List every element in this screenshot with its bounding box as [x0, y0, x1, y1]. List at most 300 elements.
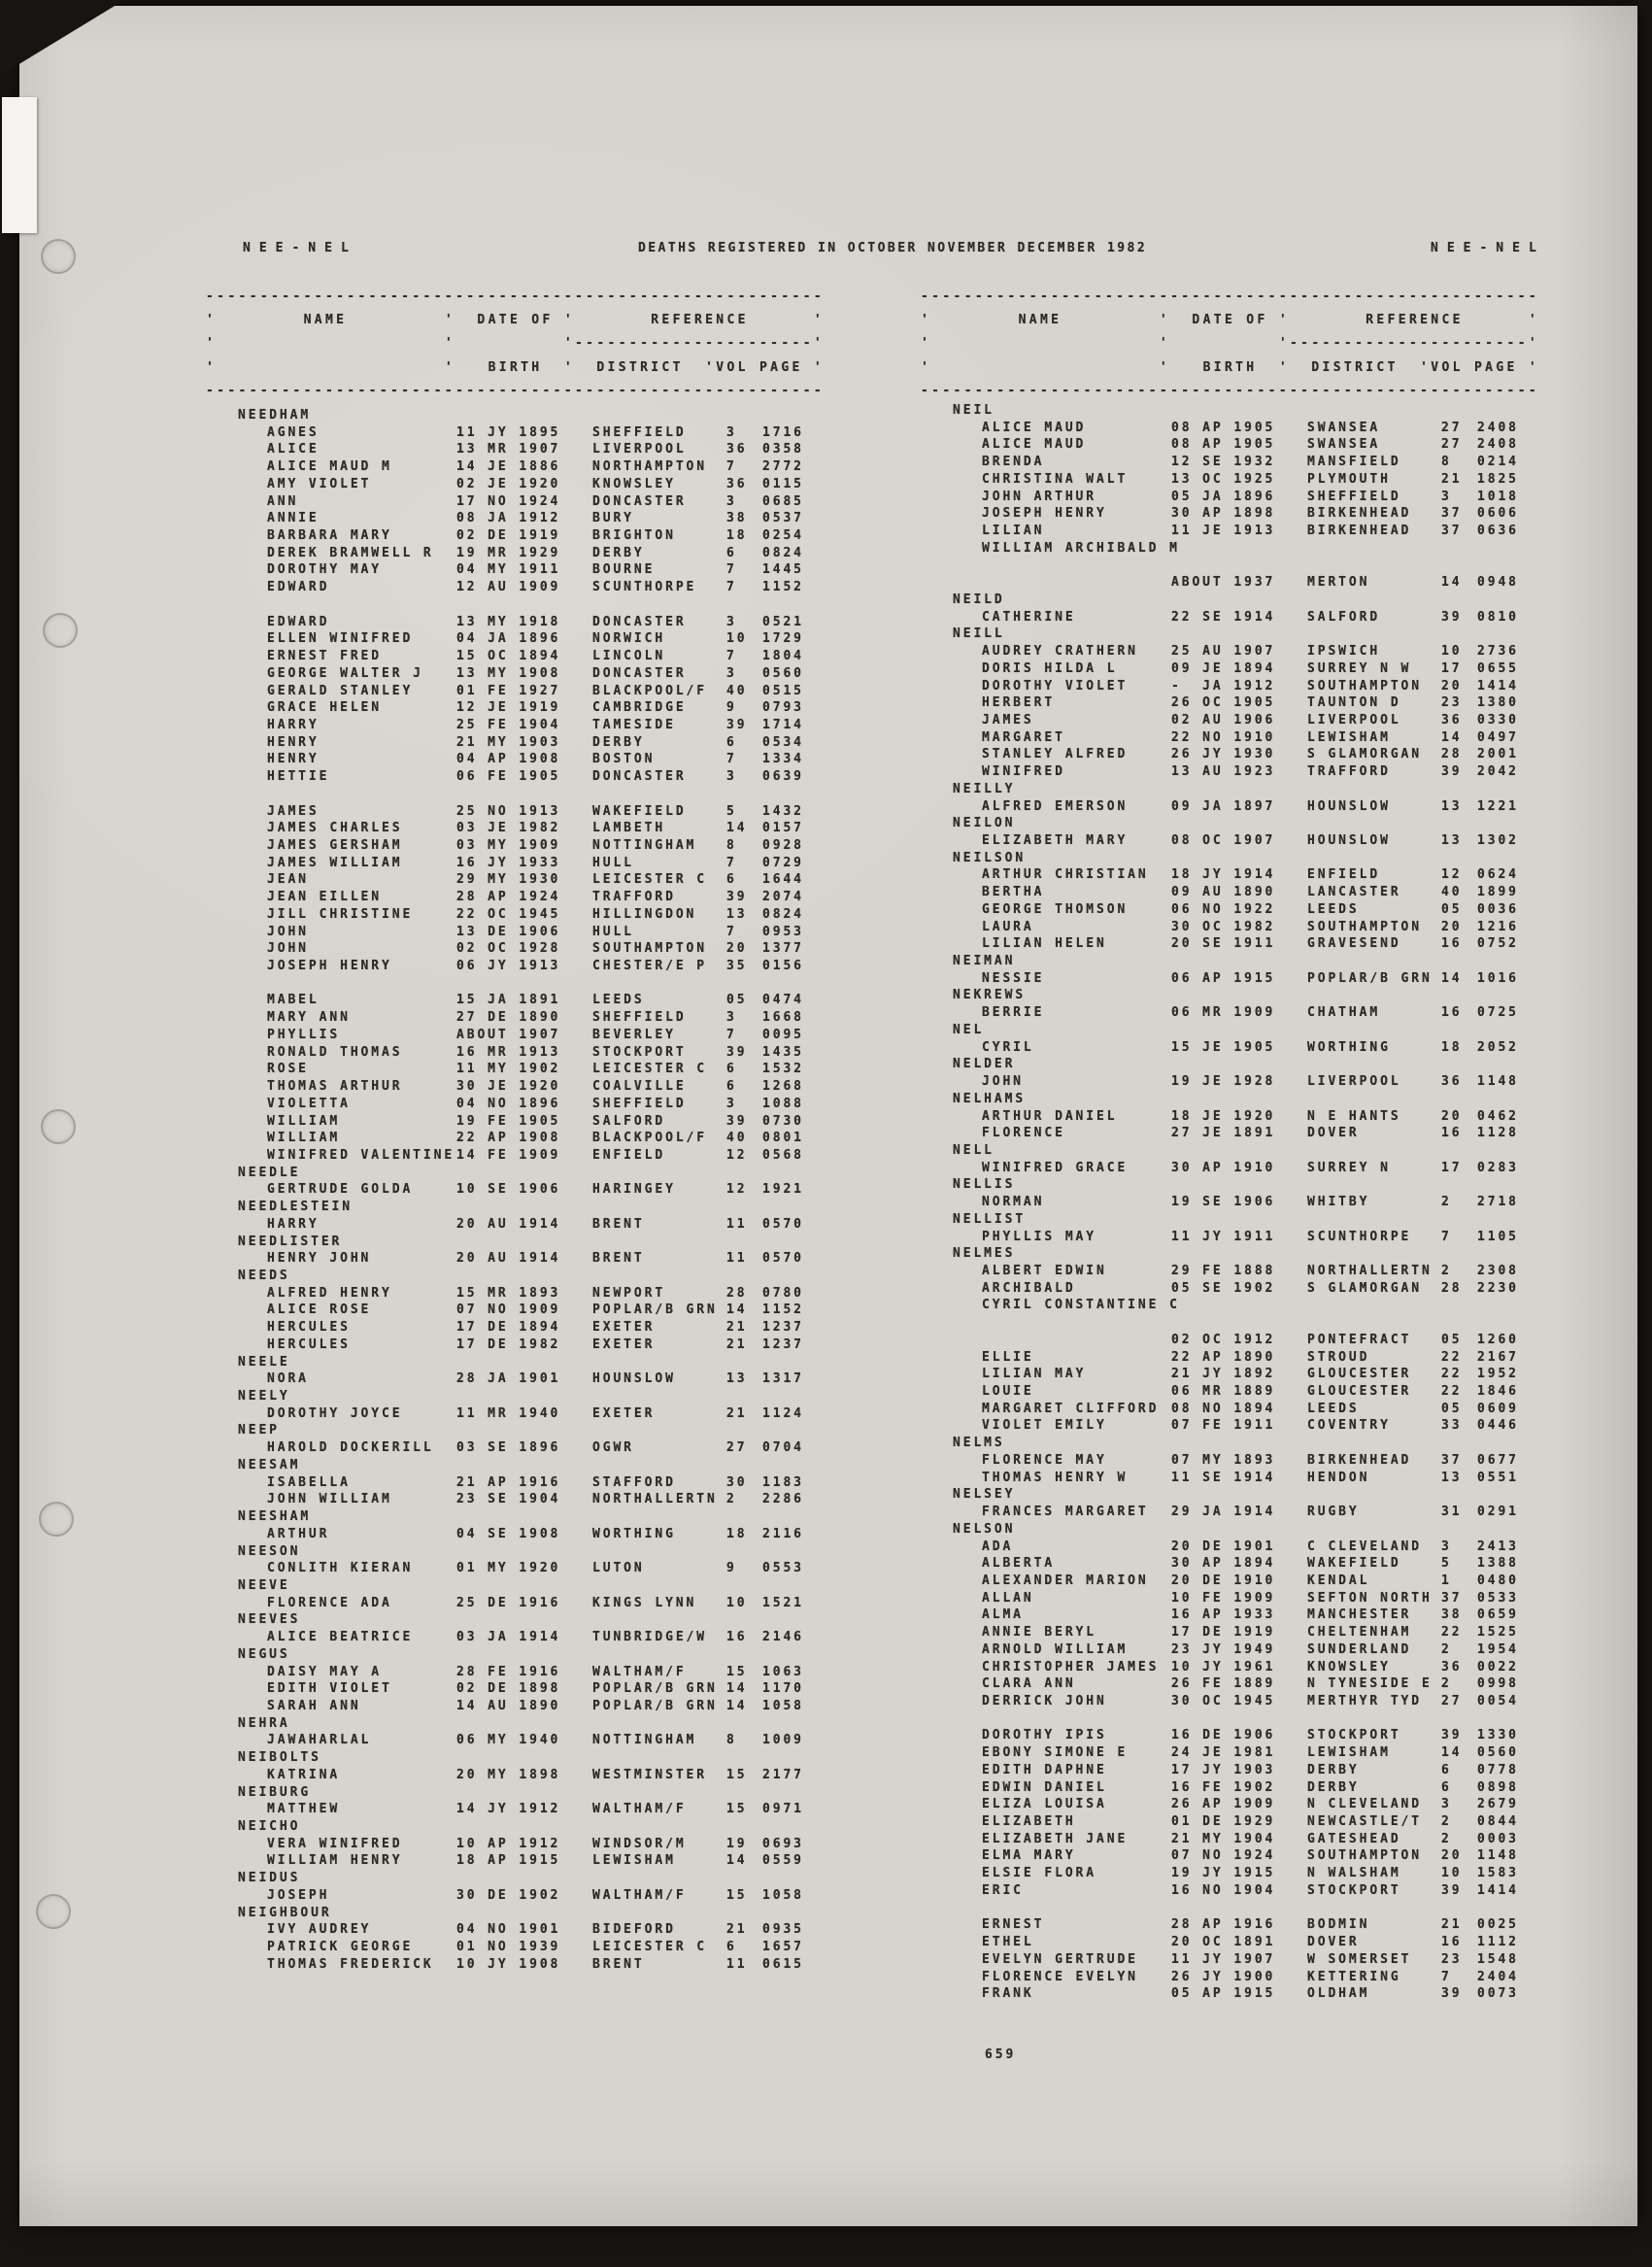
entry-birthdate: 22 NO 1910 — [1171, 730, 1276, 745]
entry-district: EXETER — [592, 1320, 656, 1335]
entry-volume: 3 — [726, 1010, 737, 1025]
surname: NEEP — [238, 1423, 280, 1438]
register-row — [921, 1676, 1591, 1693]
entry-district: HOUNSLOW — [1307, 799, 1391, 814]
entry-page: 1221 — [1477, 799, 1519, 814]
entry-page: 1388 — [1477, 1556, 1519, 1571]
entry-district: OGWR — [592, 1440, 634, 1455]
entry-name: BARBARA MARY — [267, 528, 392, 543]
entry-birthdate: 26 JY 1900 — [1171, 1970, 1276, 1984]
entry-name: ISABELLA — [267, 1475, 351, 1490]
entry-name: ALICE — [267, 442, 320, 457]
entry-page: 1260 — [1477, 1333, 1519, 1347]
entry-district: DERBY — [1307, 1780, 1360, 1795]
entry-volume: 6 — [726, 735, 737, 750]
entry-district: WHITBY — [1307, 1195, 1370, 1209]
entry-page: 0624 — [1477, 867, 1519, 882]
register-row — [921, 1935, 1591, 1951]
entry-volume: 11 — [726, 1217, 748, 1232]
entry-birthdate: 20 AU 1914 — [456, 1217, 561, 1232]
surname-row — [206, 1269, 876, 1285]
blank-row — [921, 1315, 1591, 1332]
entry-birthdate: 04 JA 1896 — [456, 631, 561, 646]
entry-name: EVELYN GERTRUDE — [982, 1952, 1138, 1967]
entry-district: TRAFFORD — [1307, 764, 1391, 779]
entry-birthdate: 11 MY 1902 — [456, 1062, 561, 1076]
entry-volume: 05 — [1441, 1333, 1463, 1347]
entry-district: KNOWSLEY — [1307, 1660, 1391, 1675]
entry-page: 2718 — [1477, 1195, 1519, 1209]
entry-volume: 40 — [726, 1131, 748, 1145]
entry-volume: 22 — [1441, 1384, 1463, 1399]
register-row — [921, 524, 1591, 540]
entry-name: GEORGE THOMSON — [982, 902, 1129, 917]
surname: NEILON — [953, 816, 1016, 830]
entry-birthdate: 13 AU 1923 — [1171, 764, 1276, 779]
entry-page: 1112 — [1477, 1935, 1519, 1949]
entry-page: 0156 — [762, 959, 804, 973]
entry-district: SWANSEA — [1307, 421, 1381, 435]
entry-name: ANNIE BERYL — [982, 1625, 1096, 1640]
register-row — [921, 1453, 1591, 1470]
entry-volume: 22 — [1441, 1625, 1463, 1640]
entry-page: 0659 — [1477, 1607, 1519, 1622]
surname: NELSON — [953, 1522, 1016, 1537]
entry-name: HENRY — [267, 752, 320, 766]
entry-volume: 36 — [1441, 1074, 1463, 1089]
register-row — [206, 546, 876, 562]
entry-district: LEICESTER C — [592, 1062, 707, 1076]
register-row — [206, 1182, 876, 1199]
entry-name: ELIZABETH JANE — [982, 1832, 1129, 1846]
surname: NEL — [953, 1023, 985, 1037]
register-row — [921, 661, 1591, 678]
entry-page: 0446 — [1477, 1418, 1519, 1433]
entry-birthdate: 22 AP 1908 — [456, 1131, 561, 1145]
entry-volume: 16 — [1441, 1935, 1463, 1949]
entry-name: GERALD STANLEY — [267, 684, 414, 698]
register-row — [206, 442, 876, 458]
blank-row — [921, 1901, 1591, 1917]
entry-birthdate: 01 DE 1929 — [1171, 1814, 1276, 1829]
entry-page: 0971 — [762, 1802, 804, 1816]
entry-page: 0560 — [762, 666, 804, 681]
entry-district: SHEFFIELD — [592, 425, 687, 440]
register-row — [921, 437, 1591, 454]
entry-page: 1330 — [1477, 1728, 1519, 1743]
entry-name: MATTHEW — [267, 1802, 341, 1816]
register-row — [206, 615, 876, 631]
register-row — [206, 511, 876, 527]
entry-name: ELLIE — [982, 1350, 1034, 1365]
entry-birthdate: 10 JY 1961 — [1171, 1660, 1276, 1675]
entry-name: NORMAN — [982, 1195, 1045, 1209]
register-row — [206, 1957, 876, 1974]
entry-name: ALICE ROSE — [267, 1303, 372, 1317]
entry-name: JOSEPH HENRY — [267, 959, 392, 973]
entry-page: 2167 — [1477, 1350, 1519, 1365]
register-row — [921, 713, 1591, 729]
surname-row — [921, 1212, 1591, 1229]
entry-volume: 20 — [1441, 1848, 1463, 1863]
register-row — [206, 856, 876, 872]
entry-birthdate: 07 NO 1909 — [456, 1303, 561, 1317]
entry-page: 1714 — [762, 718, 804, 732]
entry-birthdate: 08 JA 1912 — [456, 511, 561, 525]
entry-name: SARAH ANN — [267, 1699, 361, 1713]
entry-birthdate: 04 SE 1908 — [456, 1527, 561, 1541]
entry-district: HOUNSLOW — [592, 1371, 676, 1386]
entry-district: MERTHYR TYD — [1307, 1694, 1422, 1709]
entry-page: 1525 — [1477, 1625, 1519, 1640]
entry-volume: 11 — [726, 1251, 748, 1266]
entry-name: STANLEY ALFRED — [982, 747, 1129, 761]
entry-name: WINIFRED VALENTINE — [267, 1148, 455, 1163]
surname: NELLIST — [953, 1212, 1027, 1227]
punch-hole-icon — [41, 239, 76, 274]
entry-volume: 6 — [1441, 1780, 1452, 1795]
entry-district: SWANSEA — [1307, 437, 1381, 452]
entry-district: TRAFFORD — [592, 890, 676, 904]
entry-district: SHEFFIELD — [592, 1097, 687, 1111]
register-row — [921, 1763, 1591, 1779]
surname: NEKREWS — [953, 988, 1027, 1002]
blank-row — [206, 976, 876, 993]
entry-district: SOUTHAMPTON — [1307, 679, 1422, 694]
entry-name: CLARA ANN — [982, 1676, 1076, 1691]
entry-birthdate: 09 AU 1890 — [1171, 885, 1276, 899]
entry-name: RONALD THOMAS — [267, 1045, 403, 1060]
entry-name: WILLIAM ARCHIBALD M — [982, 541, 1180, 556]
entry-district: BIDEFORD — [592, 1922, 676, 1937]
page-title: DEATHS REGISTERED IN OCTOBER NOVEMBER DECEMBER 1982 — [638, 241, 1148, 255]
entry-district: WAKEFIELD — [1307, 1556, 1401, 1571]
register-row — [206, 993, 876, 1009]
entry-district: GRAVESEND — [1307, 936, 1401, 951]
table-header-line — [206, 289, 876, 306]
entry-district: MERTON — [1307, 575, 1370, 590]
entry-volume: 6 — [726, 1079, 737, 1094]
entry-page: 1058 — [762, 1699, 804, 1713]
entry-birthdate: 25 NO 1913 — [456, 804, 561, 819]
entry-district: WAKEFIELD — [592, 804, 687, 819]
entry-birthdate: 16 MR 1913 — [456, 1045, 561, 1060]
entry-volume: 18 — [1441, 1040, 1463, 1055]
entry-page: 1334 — [762, 752, 804, 766]
entry-volume: 39 — [726, 890, 748, 904]
entry-volume: 7 — [726, 1028, 737, 1042]
register-row — [206, 838, 876, 855]
entry-district: NORTHAMPTON — [592, 459, 707, 474]
entry-name: LAURA — [982, 920, 1034, 934]
entry-page: 1899 — [1477, 885, 1519, 899]
register-row — [921, 799, 1591, 816]
entry-district: POPLAR/B GRN — [1307, 971, 1433, 986]
register-row — [921, 936, 1591, 953]
entry-birthdate: 02 DE 1919 — [456, 528, 561, 543]
surname-row — [206, 1819, 876, 1836]
entry-volume: 2 — [1441, 1264, 1452, 1278]
register-row — [921, 1986, 1591, 2003]
entry-district: LEICESTER C — [592, 1940, 707, 1954]
entry-birthdate: 11 JE 1913 — [1171, 524, 1276, 538]
register-row — [921, 902, 1591, 919]
entry-page: 1432 — [762, 804, 804, 819]
entry-name: JOHN — [982, 1074, 1024, 1089]
entry-page: 2772 — [762, 459, 804, 474]
entry-birthdate: 20 MY 1898 — [456, 1768, 561, 1782]
entry-volume: 28 — [1441, 747, 1463, 761]
register-row — [921, 1660, 1591, 1676]
entry-birthdate: 03 SE 1896 — [456, 1440, 561, 1455]
surname-row — [921, 988, 1591, 1004]
entry-district: BRENT — [592, 1251, 645, 1266]
entry-page: 1954 — [1477, 1642, 1519, 1657]
table-header-text: ' NAME ' DATE OF ' REFERENCE ' — [921, 313, 1540, 327]
register-row — [206, 1079, 876, 1096]
entry-name: GRACE HELEN — [267, 700, 382, 715]
entry-name: LILIAN — [982, 524, 1045, 538]
register-row — [206, 1148, 876, 1165]
table-header-text: ' ' BIRTH ' DISTRICT 'VOL PAGE ' — [921, 360, 1540, 375]
entry-name: PHYLLIS — [267, 1028, 341, 1042]
entry-name: HERBERT — [982, 695, 1056, 710]
entry-district: GLOUCESTER — [1307, 1384, 1412, 1399]
entry-volume: 36 — [726, 442, 748, 457]
entry-birthdate: 02 OC 1912 — [1171, 1333, 1276, 1347]
entry-page: 1668 — [762, 1010, 804, 1025]
blank-row — [206, 787, 876, 803]
surname-row — [921, 1487, 1591, 1504]
entry-volume: 13 — [1441, 833, 1463, 848]
entry-volume: 3 — [726, 666, 737, 681]
register-row — [206, 1440, 876, 1457]
entry-volume: 36 — [1441, 1660, 1463, 1675]
entry-page: 1317 — [762, 1371, 804, 1386]
entry-district: ENFIELD — [592, 1148, 666, 1163]
entry-district: N CLEVELAND — [1307, 1797, 1422, 1811]
entry-district: LEEDS — [1307, 902, 1360, 917]
entry-birthdate: 28 AP 1924 — [456, 890, 561, 904]
entry-page: 1170 — [762, 1681, 804, 1696]
entry-name: JAMES — [982, 713, 1034, 727]
entry-volume: 17 — [1441, 661, 1463, 676]
punch-hole-icon — [36, 1894, 71, 1929]
entry-page: 0462 — [1477, 1109, 1519, 1124]
entry-page: 1380 — [1477, 695, 1519, 710]
entry-page: 2116 — [762, 1527, 804, 1541]
entry-birthdate: 02 AU 1906 — [1171, 713, 1276, 727]
entry-birthdate: ABOUT 1907 — [456, 1028, 561, 1042]
entry-volume: 3 — [1441, 1797, 1452, 1811]
table-header-line — [206, 360, 876, 377]
register-row — [206, 925, 876, 941]
entry-birthdate: 15 MR 1893 — [456, 1286, 561, 1301]
entry-page: 1583 — [1477, 1866, 1519, 1880]
entry-volume: 21 — [726, 1337, 748, 1352]
register-row — [206, 1251, 876, 1268]
entry-name: MABEL — [267, 993, 320, 1007]
entry-district: STAFFORD — [592, 1475, 676, 1490]
entry-district: DOVER — [1307, 1935, 1360, 1949]
entry-name: CYRIL — [982, 1040, 1034, 1055]
entry-district: SHEFFIELD — [592, 1010, 687, 1025]
entry-volume: 12 — [726, 1182, 748, 1197]
entry-district: COVENTRY — [1307, 1418, 1391, 1433]
register-row — [206, 1320, 876, 1337]
surname-row — [206, 1200, 876, 1216]
entry-birthdate: 30 OC 1982 — [1171, 920, 1276, 934]
entry-page: 0534 — [762, 735, 804, 750]
entry-volume: 38 — [1441, 1607, 1463, 1622]
entry-district: KNOWSLEY — [592, 477, 676, 491]
entry-volume: 14 — [1441, 1745, 1463, 1760]
entry-birthdate: 17 DE 1982 — [456, 1337, 561, 1352]
register-row — [206, 718, 876, 734]
register-row — [921, 1970, 1591, 1986]
entry-volume: 22 — [1441, 1367, 1463, 1381]
entry-name: ALICE MAUD M — [267, 459, 392, 474]
entry-volume: 39 — [1441, 1986, 1463, 2001]
entry-name: DOROTHY JOYCE — [267, 1406, 403, 1421]
entry-birthdate: 04 AP 1908 — [456, 752, 561, 766]
register-row — [921, 764, 1591, 781]
entry-birthdate: 28 JA 1901 — [456, 1371, 561, 1386]
entry-page: 0793 — [762, 700, 804, 715]
entry-district: SOUTHAMPTON — [1307, 1848, 1422, 1863]
entry-birthdate: 01 FE 1927 — [456, 684, 561, 698]
surname-row — [206, 1166, 876, 1182]
entry-page: 1804 — [762, 649, 804, 663]
entry-name: DOROTHY IPIS — [982, 1728, 1107, 1743]
entry-birthdate: 23 JY 1949 — [1171, 1642, 1276, 1657]
register-row — [921, 1883, 1591, 1900]
entry-page: 0533 — [1477, 1591, 1519, 1606]
register-row — [921, 610, 1591, 626]
entry-district: KINGS LYNN — [592, 1596, 697, 1610]
entry-volume: 20 — [1441, 1109, 1463, 1124]
register-row — [206, 1010, 876, 1027]
register-row — [206, 1853, 876, 1870]
surname: NELHAMS — [953, 1092, 1027, 1106]
entry-page: 1825 — [1477, 472, 1519, 487]
entry-birthdate: 28 AP 1916 — [1171, 1917, 1276, 1932]
entry-name: ARTHUR DANIEL — [982, 1109, 1118, 1124]
entry-birthdate: 20 AU 1914 — [456, 1251, 561, 1266]
entry-page: 0560 — [1477, 1745, 1519, 1760]
entry-birthdate: 25 DE 1916 — [456, 1596, 561, 1610]
register-row — [921, 575, 1591, 592]
entry-volume: 05 — [1441, 902, 1463, 917]
register-row — [206, 1045, 876, 1062]
entry-district: BEVERLEY — [592, 1028, 676, 1042]
entry-birthdate: 14 JE 1886 — [456, 459, 561, 474]
entry-district: NORTHALLERTN — [592, 1492, 718, 1506]
surname: NEESHAM — [238, 1509, 312, 1524]
entry-page: 1532 — [762, 1062, 804, 1076]
entry-volume: 6 — [726, 1062, 737, 1076]
entry-volume: 14 — [726, 1699, 748, 1713]
entry-volume: 11 — [726, 1957, 748, 1972]
entry-volume: 21 — [1441, 472, 1463, 487]
entry-birthdate: 08 OC 1907 — [1171, 833, 1276, 848]
register-row — [921, 1694, 1591, 1710]
entry-name: DERRICK JOHN — [982, 1694, 1107, 1709]
entry-birthdate: 03 MY 1909 — [456, 838, 561, 853]
entry-name: ALEXANDER MARION — [982, 1573, 1149, 1588]
surname: NELDER — [953, 1057, 1016, 1071]
entry-district: C CLEVELAND — [1307, 1540, 1422, 1554]
register-row — [206, 1888, 876, 1905]
register-row — [921, 679, 1591, 695]
entry-district: SOUTHAMPTON — [1307, 920, 1422, 934]
entry-name: JAMES WILLIAM — [267, 856, 403, 870]
entry-page: 1644 — [762, 872, 804, 887]
entry-district: NOTTINGHAM — [592, 1733, 697, 1747]
blank-row — [921, 558, 1591, 574]
entry-birthdate: 19 FE 1905 — [456, 1114, 561, 1129]
entry-page: 0283 — [1477, 1161, 1519, 1175]
entry-page: 0655 — [1477, 661, 1519, 676]
entry-birthdate: 27 JE 1891 — [1171, 1126, 1276, 1140]
entry-name: NESSIE — [982, 971, 1045, 986]
surname-row — [206, 1612, 876, 1629]
entry-volume: 39 — [726, 1114, 748, 1129]
register-row — [206, 821, 876, 837]
entry-volume: 39 — [1441, 610, 1463, 625]
entry-page: 1846 — [1477, 1384, 1519, 1399]
entry-volume: 40 — [726, 684, 748, 698]
register-row — [921, 506, 1591, 523]
entry-volume: 7 — [726, 752, 737, 766]
entry-volume: 18 — [726, 1527, 748, 1541]
entry-name: WILLIAM — [267, 1114, 341, 1129]
surname: NEELY — [238, 1389, 290, 1404]
entry-page: 1729 — [762, 631, 804, 646]
entry-district: ENFIELD — [1307, 867, 1381, 882]
register-row — [921, 644, 1591, 660]
entry-birthdate: 30 AP 1898 — [1171, 506, 1276, 521]
entry-name: VERA WINIFRED — [267, 1837, 403, 1851]
entry-volume: 8 — [726, 838, 737, 853]
entry-birthdate: 13 MR 1907 — [456, 442, 561, 457]
register-row — [206, 1940, 876, 1956]
entry-district: STOCKPORT — [592, 1045, 687, 1060]
entry-page: 0095 — [762, 1028, 804, 1042]
entry-district: BIRKENHEAD — [1307, 506, 1412, 521]
entry-volume: 2 — [726, 1492, 737, 1506]
register-row — [206, 1062, 876, 1078]
entry-page: 1521 — [762, 1596, 804, 1610]
entry-volume: 10 — [1441, 1866, 1463, 1880]
entry-page: 1435 — [762, 1045, 804, 1060]
entry-page: 0115 — [762, 477, 804, 491]
entry-name: ELLEN WINIFRED — [267, 631, 414, 646]
entry-name: ARCHIBALD — [982, 1281, 1076, 1296]
entry-name: DAISY MAY A — [267, 1665, 382, 1679]
entry-volume: 15 — [726, 1768, 748, 1782]
register-row — [921, 1540, 1591, 1556]
entry-page: 0636 — [1477, 524, 1519, 538]
entry-district: IPSWICH — [1307, 644, 1381, 659]
entry-volume: 6 — [726, 546, 737, 560]
entry-district: LEICESTER C — [592, 872, 707, 887]
entry-name: ELIZA LOUISA — [982, 1797, 1107, 1811]
entry-name: HARRY — [267, 718, 320, 732]
entry-district: LEEDS — [1307, 1402, 1360, 1416]
entry-volume: 12 — [726, 1148, 748, 1163]
entry-birthdate: 20 SE 1911 — [1171, 936, 1276, 951]
